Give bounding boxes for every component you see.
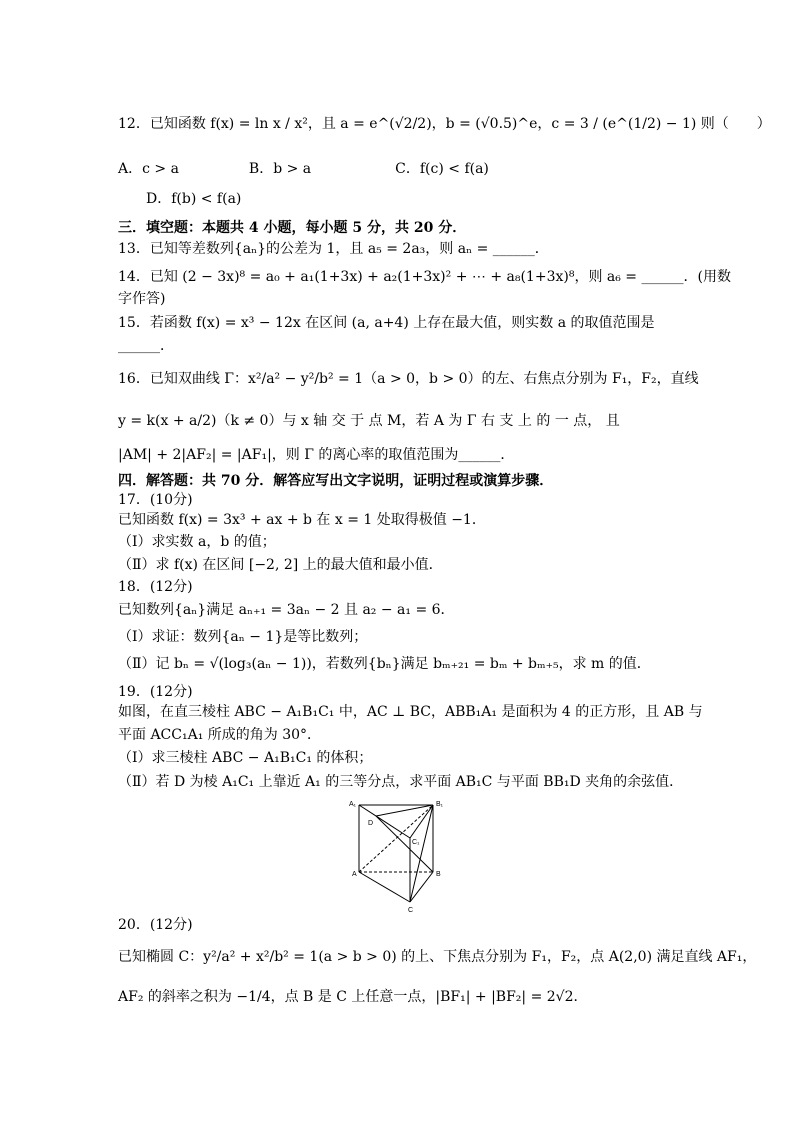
question-17-header: 17．(10分) (118, 492, 193, 508)
label-d: D (368, 820, 374, 827)
question-19-part2: （Ⅱ）若 D 为棱 A₁C₁ 上靠近 A₁ 的三等分点，求平面 AB₁C 与平面 BB₁D 夹角的余弦值． (118, 774, 684, 790)
question-16-cont: y = k(x + a/2)（k ≠ 0）与 x 轴 交 于 点 M，若 A 为 Γ 右 支 上 的 一 点， 且 (118, 413, 620, 429)
question-17-stem: 已知函数 f(x) = 3x³ + ax + b 在 x = 1 处取得极值 −1． (118, 512, 486, 528)
label-a1: A₁ (349, 801, 357, 808)
edge-ab1 (359, 805, 433, 872)
edge-db1 (376, 805, 433, 816)
edge-db (376, 816, 433, 872)
label-c1: C₁ (412, 839, 420, 846)
section-answer-heading: 四．解答题：共 70 分．解答应写出文字说明，证明过程或演算步骤． (118, 473, 554, 489)
question-12-options: A．c > a B．b > a C．f(c) < f(a) (118, 161, 489, 177)
question-20-stem-cont: AF₂ 的斜率之积为 −1/4，点 B 是 C 上任意一点，|BF₁| + |BF₂| = 2√2． (118, 989, 588, 1005)
label-b: B (436, 871, 441, 878)
question-14: 14．已知 (2 − 3x)⁸ = a₀ + a₁(1+3x) + a₂(1+3x)² + ⋯ + a₈(1+3x)⁸，则 a₆ = ______．(用数 (118, 269, 731, 285)
label-b1: B₁ (436, 801, 444, 808)
question-19-header: 19．(12分) (118, 684, 193, 700)
question-12-option-d: D．f(b) < f(a) (146, 191, 242, 207)
label-c: C (408, 907, 414, 914)
question-17-part2: （Ⅱ）求 f(x) 在区间 [−2, 2] 上的最大值和最小值． (118, 557, 443, 573)
question-18-part2: （Ⅱ）记 bₙ = √(log₃(aₙ − 1))，若数列{bₙ}满足 bₘ₊₂₁ = bₘ + bₘ₊₅，求 m 的值． (118, 656, 651, 672)
edge-a1c1 (359, 805, 410, 838)
question-19-stem-cont: 平面 ACC₁A₁ 所成的角为 30°． (118, 727, 322, 743)
question-16-cont2: |AM| + 2|AF₂| = |AF₁|，则 Γ 的离心率的取值范围为______． (118, 447, 515, 463)
question-19-part1: （Ⅰ）求三棱柱 ABC − A₁B₁C₁ 的体积； (118, 750, 373, 766)
question-18-part1: （Ⅰ）求证：数列{aₙ − 1}是等比数列； (118, 629, 368, 645)
section-fill-in-heading: 三．填空题：本题共 4 小题，每小题 5 分，共 20 分． (118, 220, 467, 236)
question-20-header: 20．(12分) (118, 917, 193, 933)
question-15-cont: ______． (118, 338, 174, 354)
question-16: 16．已知双曲线 Γ：x²/a² − y²/b² = 1（a > 0，b > 0）的左、右焦点分别为 F₁，F₂，直线 (118, 371, 699, 387)
question-13: 13．已知等差数列{aₙ}的公差为 1，且 a₅ = 2a₃，则 aₙ = ______． (118, 241, 549, 257)
label-a: A (352, 871, 357, 878)
question-20-stem: 已知椭圆 C：y²/a² + x²/b² = 1(a > b > 0) 的上、下焦点分别为 F₁，F₂，点 A(2,0) 满足直线 AF₁， (118, 949, 757, 965)
question-18-header: 18．(12分) (118, 579, 193, 595)
edge-ac (359, 872, 410, 902)
question-14-cont: 字作答) (118, 291, 166, 307)
question-19-stem: 如图，在直三棱柱 ABC − A₁B₁C₁ 中，AC ⊥ BC，ABB₁A₁ 是面积为 4 的正方形，且 AB 与 (118, 704, 703, 720)
question-17-part1: （Ⅰ）求实数 a，b 的值； (118, 534, 276, 550)
question-15: 15．若函数 f(x) = x³ − 12x 在区间 (a, a+4) 上存在最大值，则实数 a 的取值范围是 (118, 315, 655, 331)
question-12: 12．已知函数 f(x) = ln x / x²，且 a = e^(√2/2)，b = (√0.5)^e，c = 3 / (e^(1/2) − 1) 则（ ） (118, 116, 771, 132)
question-18-stem: 已知数列{aₙ}满足 aₙ₊₁ = 3aₙ − 2 且 a₂ − a₁ = 6． (118, 602, 455, 618)
